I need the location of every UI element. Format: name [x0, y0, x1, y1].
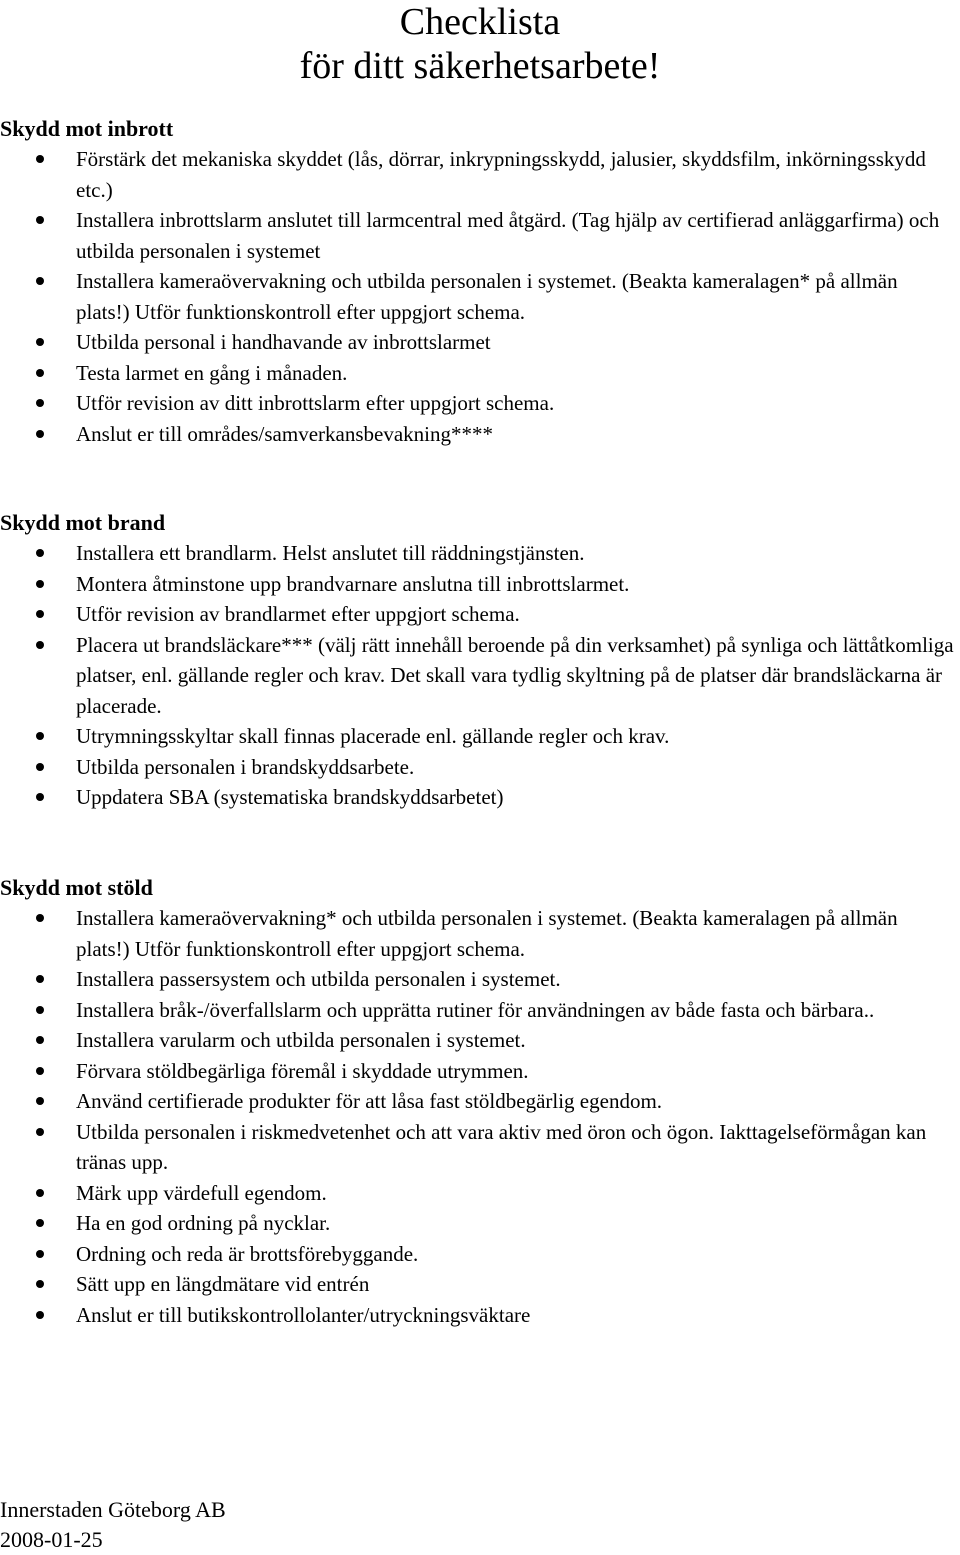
- bullet-icon: [36, 277, 44, 285]
- list-item: [0, 266, 960, 327]
- list-item: [0, 630, 960, 722]
- list-item: [0, 1025, 960, 1056]
- list-item-text: Utför revision av ditt inbrottslarm efter uppgjort schema.: [76, 391, 555, 415]
- list-item: [0, 1086, 960, 1117]
- section-heading: Skydd mot inbrott: [0, 116, 174, 141]
- list-item-text: Installera ett brandlarm. Helst anslutet till räddningstjänsten.: [76, 541, 585, 565]
- bullet-icon: [36, 1128, 44, 1136]
- list-item-text: Uppdatera SBA (systematiska brandskyddsarbetet): [76, 785, 504, 809]
- bullet-icon: [36, 399, 44, 407]
- bullet-icon: [36, 1097, 44, 1105]
- bullet-icon: [36, 914, 44, 922]
- list-item: [0, 569, 960, 600]
- bullet-icon: [36, 430, 44, 438]
- checklist: [0, 903, 960, 1330]
- bullet-icon: [36, 793, 44, 801]
- bullet-icon: [36, 580, 44, 588]
- bullet-icon: [36, 155, 44, 163]
- list-item-text: Anslut er till områdes/samverkansbevakning****: [76, 421, 493, 446]
- footer-company: Innerstaden Göteborg AB: [0, 1497, 226, 1522]
- list-item: [0, 1178, 960, 1209]
- list-item: [0, 144, 960, 205]
- bullet-icon: [36, 216, 44, 224]
- bullet-icon: [36, 641, 44, 649]
- list-item: [0, 327, 960, 358]
- list-item-text: Installera kameraövervakning* och utbilda personalen i systemet. (Beakta kameralagen på allmän plats!) Utför funktionskontroll efter uppgjort schema.: [76, 906, 898, 961]
- bullet-icon: [36, 1036, 44, 1044]
- list-item: [0, 721, 960, 752]
- bullet-icon: [36, 1250, 44, 1258]
- bullet-icon: [36, 1219, 44, 1227]
- list-item: [0, 782, 960, 813]
- list-item-text: Ordning och reda är brottsförebyggande.: [76, 1241, 419, 1266]
- bullet-icon: [36, 369, 44, 377]
- section-heading: Skydd mot stöld: [0, 875, 153, 900]
- list-item-text: Använd certifierade produkter för att låsa fast stöldbegärlig egendom.: [76, 1089, 663, 1113]
- bullet-icon: [36, 1006, 44, 1014]
- page-title: [0, 0, 960, 88]
- list-item: [0, 995, 960, 1026]
- list-item-text: Märk upp värdefull egendom.: [76, 1180, 327, 1205]
- list-item-text: Förstärk det mekaniska skyddet (lås, dörrar, inkrypningsskydd, jalusier, skyddsfilm, inkörningsskydd etc.): [76, 147, 926, 202]
- bullet-icon: [36, 732, 44, 740]
- footer: [0, 1495, 226, 1555]
- list-item-text: Utbilda personal i handhavande av inbrottslarmet: [76, 330, 491, 354]
- list-item: [0, 1117, 960, 1178]
- section-inbrott: [0, 114, 960, 449]
- bullet-icon: [36, 1280, 44, 1288]
- list-item-text: Utför revision av brandlarmet efter uppgjort schema.: [76, 602, 520, 626]
- section-brand: [0, 508, 960, 813]
- bullet-icon: [36, 338, 44, 346]
- section-stold: [0, 873, 960, 1330]
- list-item-text: Montera åtminstone upp brandvarnare anslutna till inbrottslarmet.: [76, 571, 630, 596]
- list-item-text: Placera ut brandsläckare*** (välj rätt innehåll beroende på din verksamhet) på synliga och lättåtkomliga platser, enl. gällande regler och krav. Det skall vara tydlig skyltning på de platser där brandsläckarna är placerade.: [76, 632, 954, 718]
- bullet-icon: [36, 763, 44, 771]
- bullet-icon: [36, 975, 44, 983]
- list-item: [0, 388, 960, 419]
- list-item: [0, 964, 960, 995]
- list-item-text: Anslut er till butikskontrollolanter/utryckningsväktare: [76, 1302, 531, 1327]
- list-item-text: Installera varularm och utbilda personalen i systemet.: [76, 1028, 526, 1052]
- title-line-1: Checklista: [399, 1, 561, 43]
- bullet-icon: [36, 1189, 44, 1197]
- list-item: [0, 1056, 960, 1087]
- list-item: [0, 1208, 960, 1239]
- list-item-text: Förvara stöldbegärliga föremål i skyddade utrymmen.: [76, 1058, 529, 1083]
- list-item: [0, 419, 960, 450]
- list-item: [0, 538, 960, 569]
- checklist: [0, 538, 960, 813]
- list-item-text: Installera kameraövervakning och utbilda personalen i systemet. (Beakta kameralagen* på allmän plats!) Utför funktionskontroll efter uppgjort schema.: [76, 269, 898, 324]
- list-item: [0, 1239, 960, 1270]
- bullet-icon: [36, 549, 44, 557]
- list-item-text: Sätt upp en längdmätare vid entrén: [76, 1272, 370, 1296]
- list-item-text: Utbilda personalen i brandskyddsarbete.: [76, 754, 415, 779]
- list-item: [0, 358, 960, 389]
- list-item: [0, 205, 960, 266]
- list-item: [0, 599, 960, 630]
- footer-date: 2008-01-25: [0, 1527, 103, 1552]
- list-item-text: Ha en god ordning på nycklar.: [76, 1211, 331, 1235]
- list-item: [0, 903, 960, 964]
- section-heading: Skydd mot brand: [0, 510, 166, 535]
- list-item-text: Testa larmet en gång i månaden.: [76, 360, 348, 385]
- bullet-icon: [36, 610, 44, 618]
- title-line-2: för ditt säkerhetsarbete!: [299, 45, 661, 87]
- list-item-text: Installera bråk-/överfallslarm och upprätta rutiner för användningen av både fasta och bärbara..: [76, 997, 875, 1022]
- list-item-text: Installera inbrottslarm anslutet till larmcentral med åtgärd. (Tag hjälp av certifierad anläggarfirma) och utbilda personalen i systemet: [76, 208, 940, 263]
- list-item: [0, 1300, 960, 1331]
- list-item: [0, 1269, 960, 1300]
- bullet-icon: [36, 1067, 44, 1075]
- list-item-text: Installera passersystem och utbilda personalen i systemet.: [76, 967, 561, 991]
- list-item-text: Utrymningsskyltar skall finnas placerade enl. gällande regler och krav.: [76, 724, 670, 748]
- list-item: [0, 752, 960, 783]
- list-item-text: Utbilda personalen i riskmedvetenhet och att vara aktiv med öron och ögon. Iakttagelseförmågan kan tränas upp.: [76, 1119, 927, 1174]
- bullet-icon: [36, 1311, 44, 1319]
- checklist: [0, 144, 960, 449]
